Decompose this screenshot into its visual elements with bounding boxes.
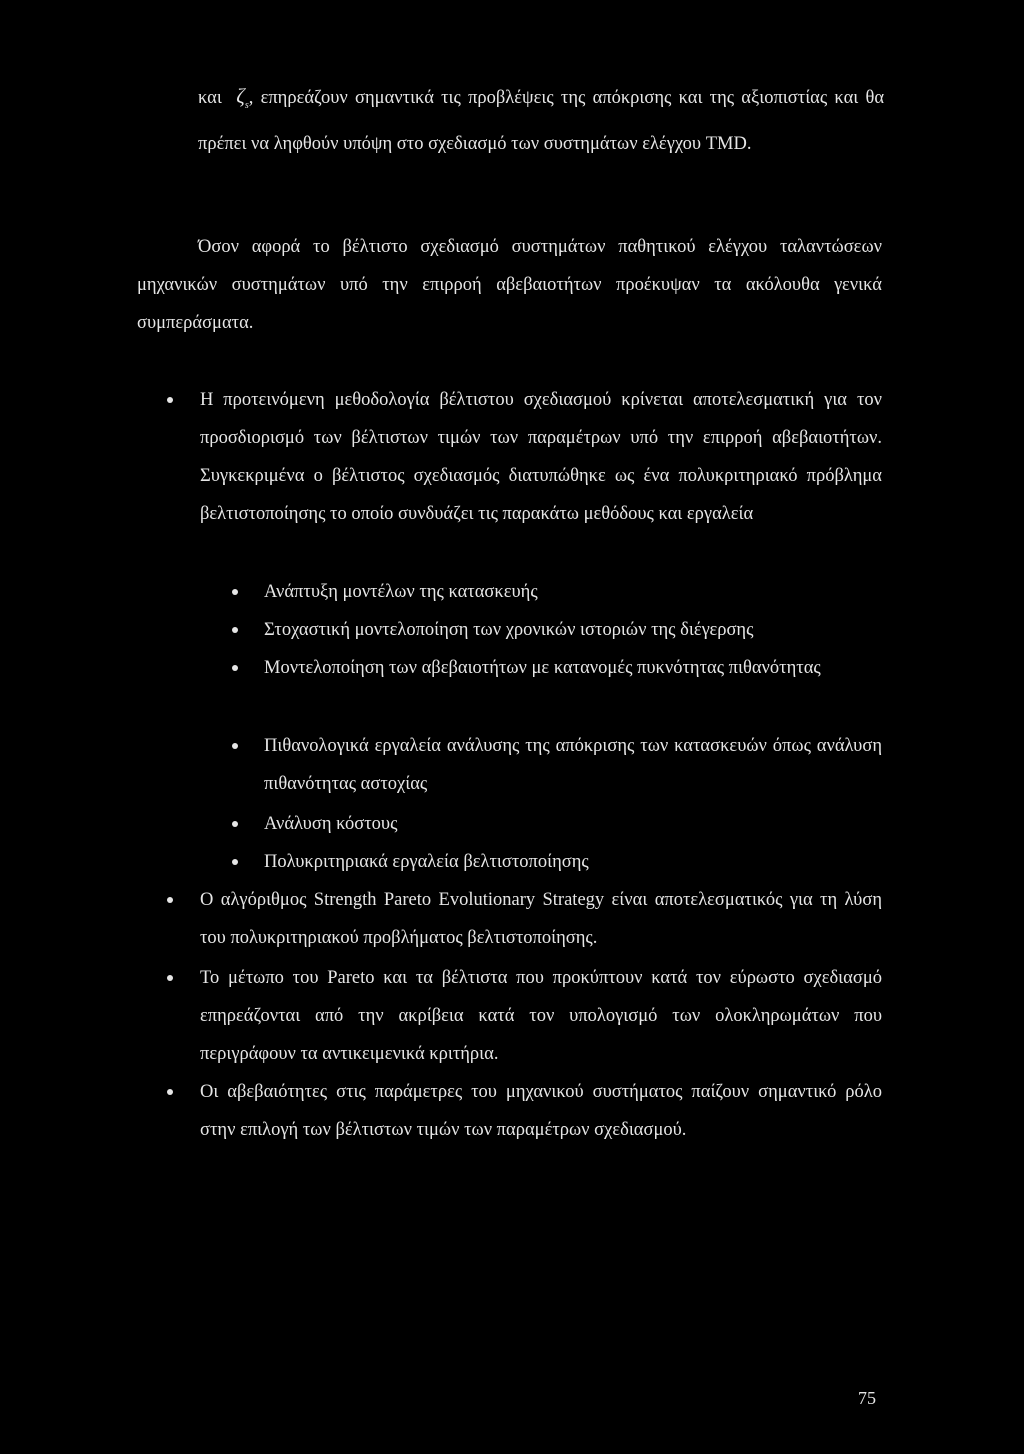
subitem: Ανάλυση κόστους — [264, 814, 398, 834]
conclusion-item: Ο αλγόριθμος Strength Pareto Evolutionary Strategy είναι αποτελεσματικός για τη λύση του πολυκριτηριακού προβλήματος βελτιστοποίησης. — [200, 890, 882, 948]
subitem: Πιθανολογικά εργαλεία ανάλυσης της απόκρισης των κατασκευών όπως ανάλυση πιθανότητας αστοχίας — [264, 736, 882, 794]
intro-lead: και — [198, 88, 222, 108]
zeta-symbol: $\zeta_s$ — [236, 84, 249, 112]
bullet-icon — [232, 743, 238, 749]
bullet-icon — [232, 821, 238, 827]
intro-text: , επηρεάζουν σημαντικά τις προβλέψεις της απόκρισης και της αξιοπιστίας και θα πρέπει να ληφθούν υπόψη στο σχεδιασμό των συστημάτων ελέγχου TMD. — [198, 88, 885, 155]
conclusion-item: Η προτεινόμενη μεθοδολογία βέλτιστου σχεδιασμού κρίνεται αποτελεσματική για τον προσδιορισμό των βέλτιστων τιμών των παραμέτρων υπό την επιρροή αβεβαιοτήτων. Συγκεκριμένα ο βέλτιστος σχεδιασμός διατυπώθηκε ως ένα πολυκριτηριακό πρόβλημα βελτιστοποίησης το οποίο συνδυάζει τις παρακάτω μεθόδους και εργαλεία — [200, 390, 882, 524]
bullet-icon — [232, 627, 238, 633]
bullet-icon — [167, 397, 173, 403]
bullet-icon — [167, 897, 173, 903]
conclusion-item: Το μέτωπο του Pareto και τα βέλτιστα που προκύπτουν κατά τον εύρωστο σχεδιασμό επηρεάζονται από την ακρίβεια κατά τον υπολογισμό των ολοκληρωμάτων που περιγράφουν τα αντικειμενικά κριτήρια. — [200, 968, 882, 1064]
page-number: 75 — [858, 1388, 876, 1408]
subitem: Ανάπτυξη μοντέλων της κατασκευής — [264, 582, 538, 602]
summary-paragraph: Όσον αφορά το βέλτιστο σχεδιασμό συστημάτων παθητικού ελέγχου ταλαντώσεων μηχανικών συστημάτων υπό την επιρροή αβεβαιοτήτων προέκυψαν τα ακόλουθα γενικά συμπεράσματα. — [137, 237, 882, 333]
subitem: Πολυκριτηριακά εργαλεία βελτιστοποίησης — [264, 852, 589, 872]
bullet-icon — [232, 859, 238, 865]
bullet-icon — [232, 589, 238, 595]
conclusion-item: Οι αβεβαιότητες στις παράμετρες του μηχανικού συστήματος παίζουν σημαντικό ρόλο στην επιλογή των βέλτιστων τιμών των παραμέτρων σχεδιασμού. — [200, 1082, 882, 1140]
bullet-icon — [167, 975, 173, 981]
subitem: Μοντελοποίηση των αβεβαιοτήτων με κατανομές πυκνότητας πιθανότητας — [264, 658, 821, 678]
bullet-icon — [232, 665, 238, 671]
bullet-icon — [167, 1089, 173, 1095]
subitem: Στοχαστική μοντελοποίηση των χρονικών ιστοριών της διέγερσης — [264, 620, 754, 640]
intro-paragraph — [198, 77, 884, 163]
